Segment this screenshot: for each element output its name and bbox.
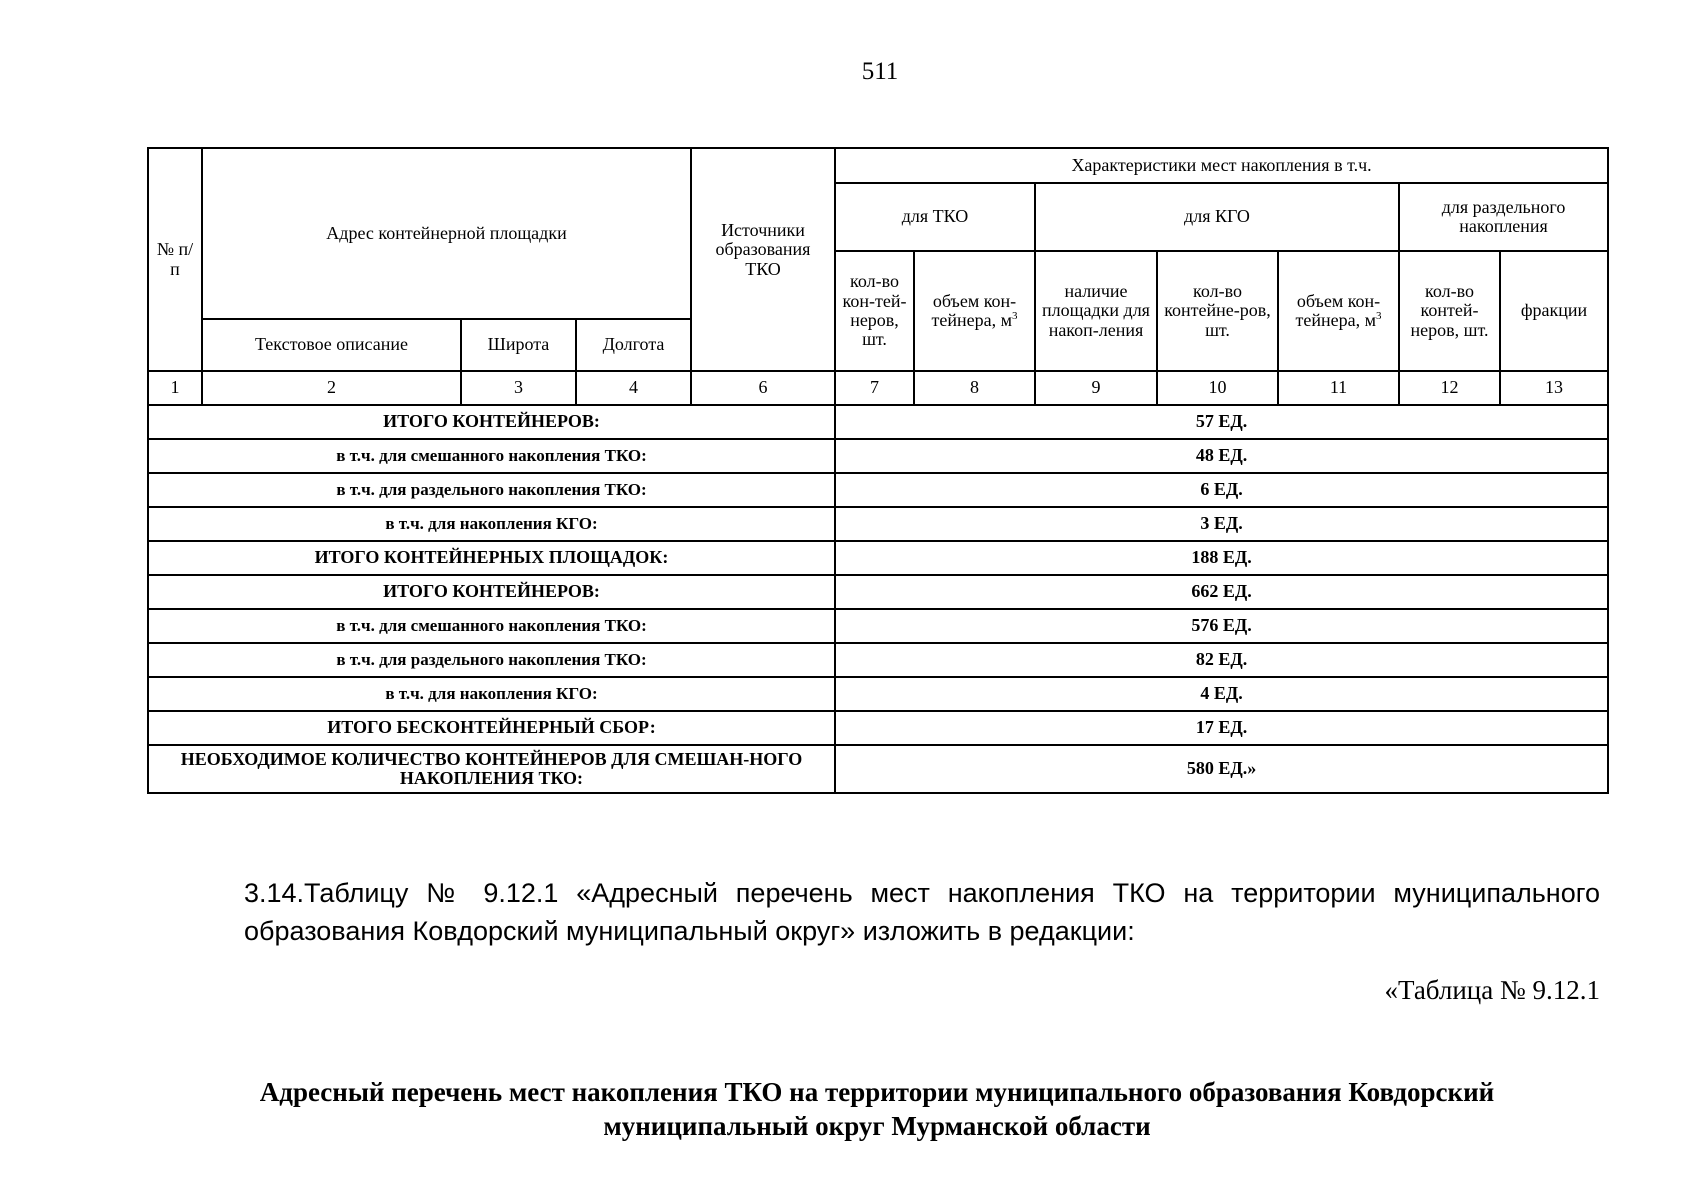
col-number: 12 <box>1399 371 1500 405</box>
header-kgo-volume: объем кон-тейнера, $м^3$ <box>1278 251 1399 371</box>
summary-value: 188 ЕД. <box>835 541 1608 575</box>
summary-value: 580 ЕД.» <box>835 745 1608 793</box>
header-sep-fractions: фракции <box>1500 251 1608 371</box>
summary-label: в т.ч. для накопления КГО: <box>148 677 835 711</box>
document-title <box>147 1075 1607 1143</box>
table-reference: «Таблица № 9.12.1 <box>1384 975 1600 1005</box>
header-kgo-site: наличие площадки для накоп-ления <box>1035 251 1157 371</box>
col-number: 13 <box>1500 371 1608 405</box>
summary-row <box>148 711 1608 745</box>
summary-row <box>148 609 1608 643</box>
summary-label: ИТОГО КОНТЕЙНЕРОВ: <box>148 405 835 439</box>
summary-value: 48 ЕД. <box>835 439 1608 473</box>
summary-row <box>148 405 1608 439</box>
summary-row <box>148 643 1608 677</box>
header-tko-volume: объем кон-тейнера, $м^3$ <box>914 251 1035 371</box>
summary-row <box>148 439 1608 473</box>
summary-label: ИТОГО БЕСКОНТЕЙНЕРНЫЙ СБОР: <box>148 711 835 745</box>
column-numbers-row <box>148 371 1608 405</box>
col-number: 8 <box>914 371 1035 405</box>
header-lat: Широта <box>461 319 576 371</box>
summary-label: в т.ч. для смешанного накопления ТКО: <box>148 439 835 473</box>
header-sep-count: кол-во контей-неров, шт. <box>1399 251 1500 371</box>
header-tko: для ТКО <box>835 183 1035 251</box>
summary-label: в т.ч. для раздельного накопления ТКО: <box>148 473 835 507</box>
col-number: 10 <box>1157 371 1278 405</box>
title-line: муниципальный округ Мурманской области <box>603 1111 1151 1141</box>
col-number: 7 <box>835 371 914 405</box>
col-number: 2 <box>202 371 461 405</box>
summary-label: в т.ч. для раздельного накопления ТКО: <box>148 643 835 677</box>
summary-row <box>148 575 1608 609</box>
summary-value: 576 ЕД. <box>835 609 1608 643</box>
header-sources: Источники образования ТКО <box>691 148 835 371</box>
summary-label: ИТОГО КОНТЕЙНЕРОВ: <box>148 575 835 609</box>
title-line: Адресный перечень мест накопления ТКО на территории муниципального образования Ковдорский <box>259 1077 1495 1107</box>
col-number: 1 <box>148 371 202 405</box>
summary-row <box>148 473 1608 507</box>
header-separate: для раздельного накопления <box>1399 183 1608 251</box>
summary-label: НЕОБХОДИМОЕ КОЛИЧЕСТВО КОНТЕЙНЕРОВ ДЛЯ СМЕШАН-НОГО НАКОПЛЕНИЯ ТКО: <box>148 745 835 793</box>
summary-value: 57 ЕД. <box>835 405 1608 439</box>
summary-value: 82 ЕД. <box>835 643 1608 677</box>
summary-value: 6 ЕД. <box>835 473 1608 507</box>
header-address: Адрес контейнерной площадки <box>202 148 691 319</box>
summary-row <box>148 677 1608 711</box>
summary-value: 4 ЕД. <box>835 677 1608 711</box>
summary-row <box>148 507 1608 541</box>
col-number: 11 <box>1278 371 1399 405</box>
page-number: 511 <box>861 58 899 85</box>
header-num: № п/п <box>148 148 202 371</box>
containers-table <box>147 147 1609 794</box>
summary-value: 662 ЕД. <box>835 575 1608 609</box>
header-characteristics: Характеристики мест накопления в т.ч. <box>835 148 1608 183</box>
header-tko-count: кол-во кон-тей-неров, шт. <box>835 251 914 371</box>
summary-value: 17 ЕД. <box>835 711 1608 745</box>
summary-value: 3 ЕД. <box>835 507 1608 541</box>
summary-label: в т.ч. для накопления КГО: <box>148 507 835 541</box>
col-number: 3 <box>461 371 576 405</box>
col-number: 6 <box>691 371 835 405</box>
header-kgo-count: кол-во контейне-ров, шт. <box>1157 251 1278 371</box>
summary-label: в т.ч. для смешанного накопления ТКО: <box>148 609 835 643</box>
header-kgo: для КГО <box>1035 183 1399 251</box>
col-number: 9 <box>1035 371 1157 405</box>
summary-row <box>148 541 1608 575</box>
summary-row <box>148 745 1608 793</box>
summary-label: ИТОГО КОНТЕЙНЕРНЫХ ПЛОЩАДОК: <box>148 541 835 575</box>
col-number: 4 <box>576 371 691 405</box>
amendment-paragraph: 3.14.Таблицу № 9.12.1 «Адресный перечень мест накопления ТКО на территории муниципального образования Ковдорский муниципальный округ» изложить в редакции: <box>244 878 1600 946</box>
header-address-text: Текстовое описание <box>202 319 461 371</box>
header-lon: Долгота <box>576 319 691 371</box>
